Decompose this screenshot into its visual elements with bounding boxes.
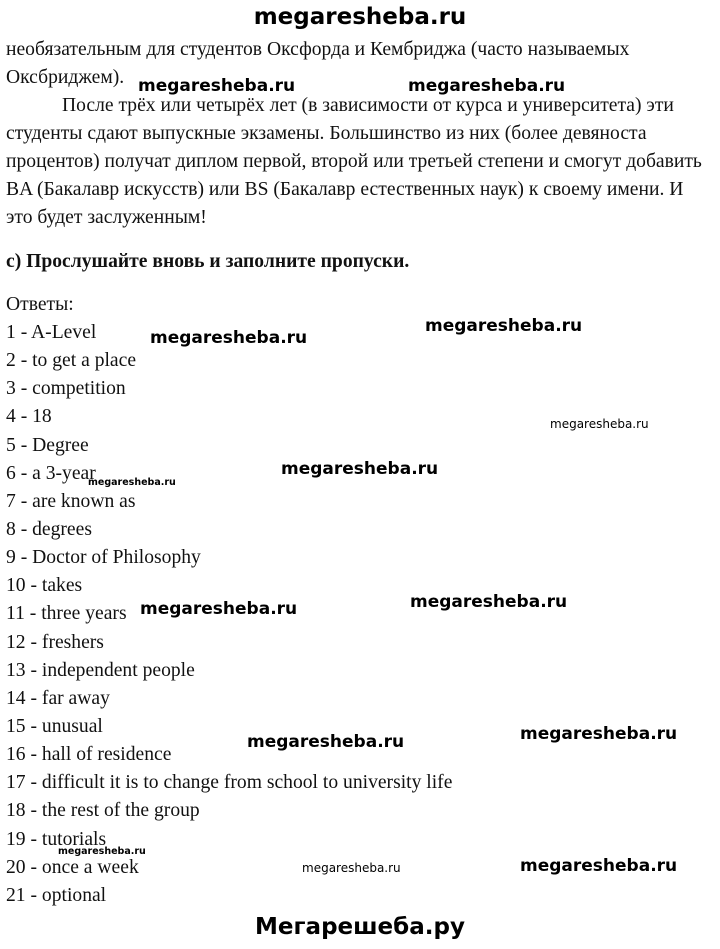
- watermark: megaresheba.ru: [302, 861, 401, 875]
- watermark: megaresheba.ru: [140, 599, 298, 619]
- answer-item: 20 - once a week: [6, 856, 139, 878]
- answer-item: 12 - freshers: [6, 631, 104, 653]
- answer-item: 19 - tutorials: [6, 828, 107, 850]
- watermark: megaresheba.ru: [88, 477, 176, 488]
- answer-item: 14 - far away: [6, 687, 110, 709]
- site-footer-title[interactable]: Мегарешеба.ру: [255, 914, 465, 940]
- watermark: megaresheba.ru: [520, 724, 678, 744]
- answer-item: 16 - hall of residence: [6, 744, 172, 766]
- watermark: megaresheba.ru: [247, 732, 405, 752]
- watermark: megaresheba.ru: [58, 846, 146, 857]
- answer-item: 10 - takes: [6, 575, 83, 597]
- watermark: megaresheba.ru: [138, 76, 296, 96]
- section-heading: c) Прослушайте вновь и заполните пропуски.: [6, 251, 410, 272]
- answer-item: 4 - 18: [6, 406, 52, 428]
- watermark: megaresheba.ru: [425, 316, 583, 336]
- answer-item: 5 - Degree: [6, 434, 89, 456]
- answer-item: 17 - difficult it is to change from school to university life: [6, 772, 453, 794]
- watermark: megaresheba.ru: [408, 76, 566, 96]
- answers-label: Ответы:: [6, 294, 74, 315]
- answer-item: 3 - competition: [6, 378, 126, 400]
- watermark: megaresheba.ru: [520, 856, 678, 876]
- answer-item: 6 - a 3-year: [6, 462, 96, 484]
- watermark: megaresheba.ru: [281, 459, 439, 479]
- answer-item: 18 - the rest of the group: [6, 800, 200, 822]
- answer-item: 13 - independent people: [6, 659, 195, 681]
- paragraph-exams: После трёх или четырёх лет (в зависимости от курса и университета) эти студенты сдают выпускные экзамены. Большинство из них (более девяноста процентов) получат диплом первой, второй или третьей степени и смогут добавить BA (Бакалавр искусств) или BS (Бакалавр естественных наук) к своему имени. И это будет заслуженным!: [6, 95, 702, 228]
- answer-item: 8 - degrees: [6, 518, 92, 540]
- answer-item: 11 - three years: [6, 603, 127, 625]
- answer-item: 7 - are known as: [6, 490, 136, 512]
- answer-item: 2 - to get a place: [6, 350, 137, 372]
- paragraph-continuation: необязательным для студентов Оксфорда и Кембриджа (часто называемых Оксбриджем).: [6, 39, 630, 88]
- site-header-title[interactable]: megaresheba.ru: [253, 4, 467, 30]
- watermark: megaresheba.ru: [410, 592, 568, 612]
- answer-item: 21 - optional: [6, 884, 107, 906]
- answer-item: 15 - unusual: [6, 715, 103, 737]
- watermark: megaresheba.ru: [550, 417, 649, 431]
- watermark: megaresheba.ru: [150, 328, 308, 348]
- answer-item: 1 - A-Level: [6, 322, 97, 343]
- answer-item: 9 - Doctor of Philosophy: [6, 547, 201, 569]
